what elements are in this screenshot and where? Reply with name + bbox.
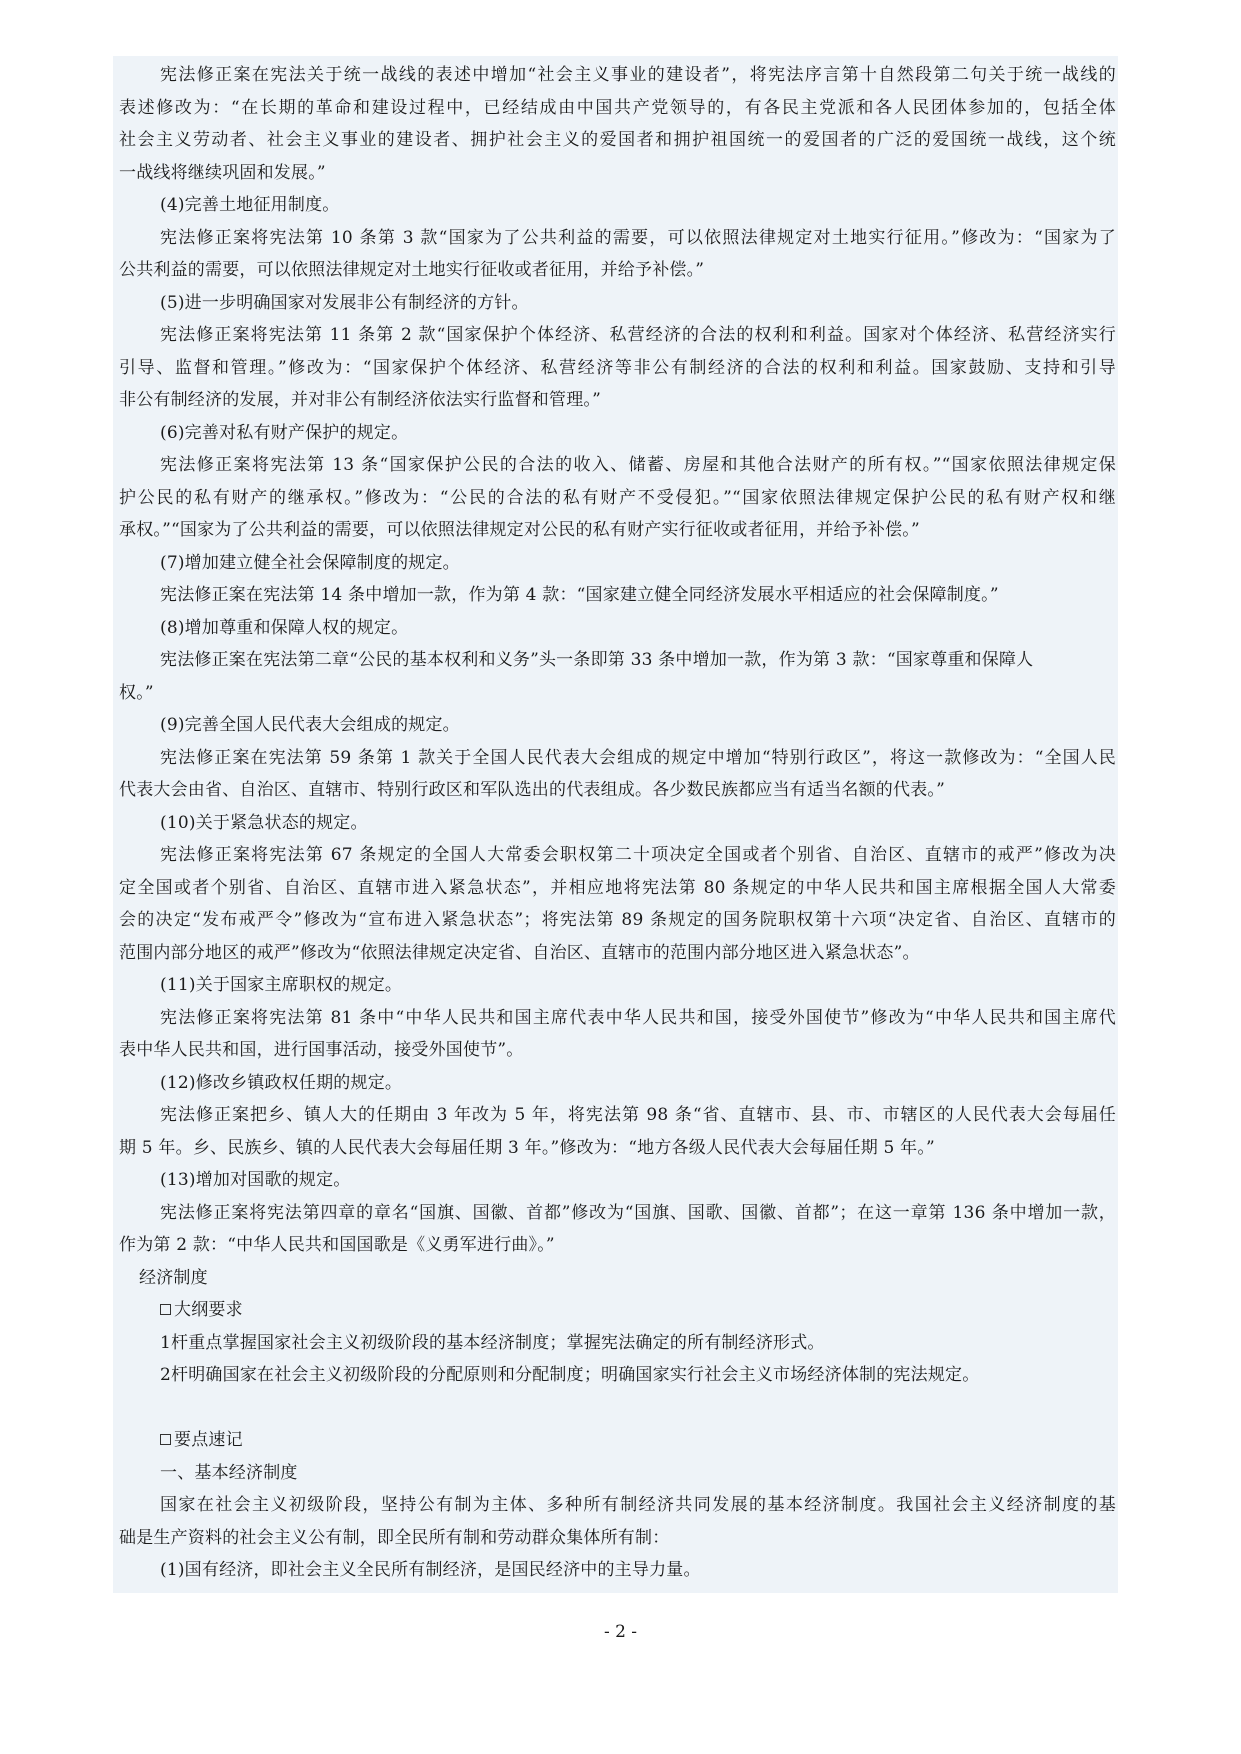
section-heading: (11)关于国家主席职权的规定。	[160, 975, 403, 995]
paragraph-line: 础是生产资料的社会主义公有制，即全民所有制和劳动群众集体所有制：	[119, 1527, 670, 1548]
paragraph-line: 社会主义劳动者、社会主义事业的建设者、拥护社会主义的爱国者和拥护祖国统一的爱国者的广泛的爱国统一战线，这个统	[119, 130, 1116, 150]
paragraph-line: 非公有制经济的发展，并对非公有制经济依法实行监督和管理。”	[119, 390, 601, 410]
paragraph-line: 宪法修正案在宪法第 59 条第 1 款关于全国人民代表大会组成的规定中增加“特别行政区”，将这一款修改为：“全国人民	[160, 747, 1116, 768]
chapter-heading: 经济制度	[139, 1267, 208, 1288]
paragraph-line: 宪法修正案将宪法第 13 条“国家保护公民的合法的收入、储蓄、房屋和其他合法财产的所有权。”“国家依照法律规定保	[160, 455, 1116, 475]
heading-text: 要点速记	[174, 1430, 243, 1450]
list-item: 1杆重点掌握国家社会主义初级阶段的基本经济制度；掌握宪法确定的所有制经济形式。	[160, 1332, 825, 1353]
paragraph-line: 宪法修正案在宪法第二章“公民的基本权利和义务”头一条即第 33 条中增加一款，作为第 3 款：“国家尊重和保障人	[160, 650, 1034, 670]
section-heading: 一、基本经济制度	[160, 1462, 298, 1483]
paragraph-line: 宪法修正案把乡、镇人大的任期由 3 年改为 5 年，将宪法第 98 条“省、直辖市、县、市、市辖区的人民代表大会每届任	[160, 1105, 1116, 1125]
paragraph-line: 定全国或者个别省、自治区、直辖市进入紧急状态”，并相应地将宪法第 80 条规定的中华人民共和国主席根据全国人大常委	[119, 877, 1116, 898]
paragraph-line: 表中华人民共和国，进行国事活动，接受外国使节”。	[119, 1040, 524, 1060]
paragraph-line: 一战线将继续巩固和发展。”	[119, 162, 326, 183]
paragraph-line: 会的决定“发布戒严令”修改为“宣布进入紧急状态”；将宪法第 89 条规定的国务院职权第十六项“决定省、自治区、直辖市的	[119, 910, 1116, 930]
outline-requirements-heading	[115, 1294, 1116, 1327]
paragraph-line: 宪法修正案将宪法第 67 条规定的全国人大常委会职权第二十项决定全国或者个别省、自治区、直辖市的戒严”修改为决	[160, 845, 1116, 865]
section-heading: (13)增加对国歌的规定。	[160, 1170, 351, 1190]
paragraph-line: 宪法修正案将宪法第四章的章名“国旗、国徽、首都”修改为“国旗、国歌、国徽、首都”；在这一章第 136 条中增加一款，	[160, 1202, 1116, 1223]
section-heading: (6)完善对私有财产保护的规定。	[160, 422, 409, 443]
document-body	[113, 56, 1118, 1593]
paragraph-line: 承权。”“国家为了公共利益的需要，可以依照法律规定对公民的私有财产实行征收或者征用，并给予补偿。”	[119, 520, 920, 540]
section-heading: (12)修改乡镇政权任期的规定。	[160, 1072, 403, 1093]
paragraph-line: 宪法修正案在宪法第 14 条中增加一款，作为第 4 款：“国家建立健全同经济发展水平相适应的社会保障制度。”	[160, 585, 999, 605]
paragraph-line: (1)国有经济，即社会主义全民所有制经济，是国民经济中的主导力量。	[160, 1560, 701, 1580]
checkbox-bullet-icon	[160, 1434, 171, 1445]
section-heading: (5)进一步明确国家对发展非公有制经济的方针。	[160, 292, 529, 313]
section-heading: (10)关于紧急状态的规定。	[160, 812, 368, 833]
paragraph-line: 表述修改为：“在长期的革命和建设过程中，已经结成由中国共产党领导的，有各民主党派和各人民团体参加的，包括全体	[119, 97, 1116, 118]
blank-line	[115, 1392, 1116, 1425]
paragraph-line: 公共利益的需要，可以依照法律规定对土地实行征收或者征用，并给予补偿。”	[119, 260, 705, 280]
section-heading: (4)完善土地征用制度。	[160, 195, 340, 215]
paragraph-line: 宪法修正案将宪法第 11 条第 2 款“国家保护个体经济、私营经济的合法的权利和利益。国家对个体经济、私营经济实行	[160, 325, 1116, 345]
paragraph-line: 权。”	[119, 682, 154, 703]
section-heading: (8)增加尊重和保障人权的规定。	[160, 617, 409, 638]
checkbox-bullet-icon	[160, 1304, 171, 1315]
section-heading: (7)增加建立健全社会保障制度的规定。	[160, 552, 460, 573]
list-item: 2杆明确国家在社会主义初级阶段的分配原则和分配制度；明确国家实行社会主义市场经济体制的宪法规定。	[160, 1365, 980, 1385]
paragraph-line: 宪法修正案将宪法第 10 条第 3 款“国家为了公共利益的需要，可以依照法律规定对土地实行征用。”修改为：“国家为了	[160, 227, 1116, 248]
paragraph-line: 宪法修正案将宪法第 81 条中“中华人民共和国主席代表中华人民共和国，接受外国使节”修改为“中华人民共和国主席代	[160, 1007, 1116, 1028]
page-number: - 2 -	[603, 1622, 638, 1642]
section-heading: (9)完善全国人民代表大会组成的规定。	[160, 715, 460, 735]
paragraph-line: 代表大会由省、自治区、直辖市、特别行政区和军队选出的代表组成。各少数民族都应当有适当名额的代表。”	[119, 780, 945, 800]
paragraph-line: 国家在社会主义初级阶段，坚持公有制为主体、多种所有制经济共同发展的基本经济制度。我国社会主义经济制度的基	[160, 1495, 1116, 1515]
heading-text: 大纲要求	[174, 1300, 243, 1320]
key-points-heading	[115, 1424, 1116, 1457]
paragraph-line: 作为第 2 款：“中华人民共和国国歌是《义勇军进行曲》。”	[119, 1235, 555, 1255]
paragraph-line: 引导、监督和管理。”修改为：“国家保护个体经济、私营经济等非公有制经济的合法的权利和利益。国家鼓励、支持和引导	[119, 357, 1116, 378]
paragraph-line: 宪法修正案在宪法关于统一战线的表述中增加“社会主义事业的建设者”，将宪法序言第十自然段第二句关于统一战线的	[160, 65, 1116, 85]
paragraph-line: 护公民的私有财产的继承权。”修改为：“公民的合法的私有财产不受侵犯。”“国家依照法律规定保护公民的私有财产权和继	[119, 487, 1116, 508]
paragraph-line: 范围内部分地区的戒严”修改为“依照法律规定决定省、自治区、直辖市的范围内部分地区进入紧急状态”。	[119, 942, 920, 963]
paragraph-line: 期 5 年。乡、民族乡、镇的人民代表大会每届任期 3 年。”修改为：“地方各级人民代表大会每届任期 5 年。”	[119, 1137, 935, 1158]
